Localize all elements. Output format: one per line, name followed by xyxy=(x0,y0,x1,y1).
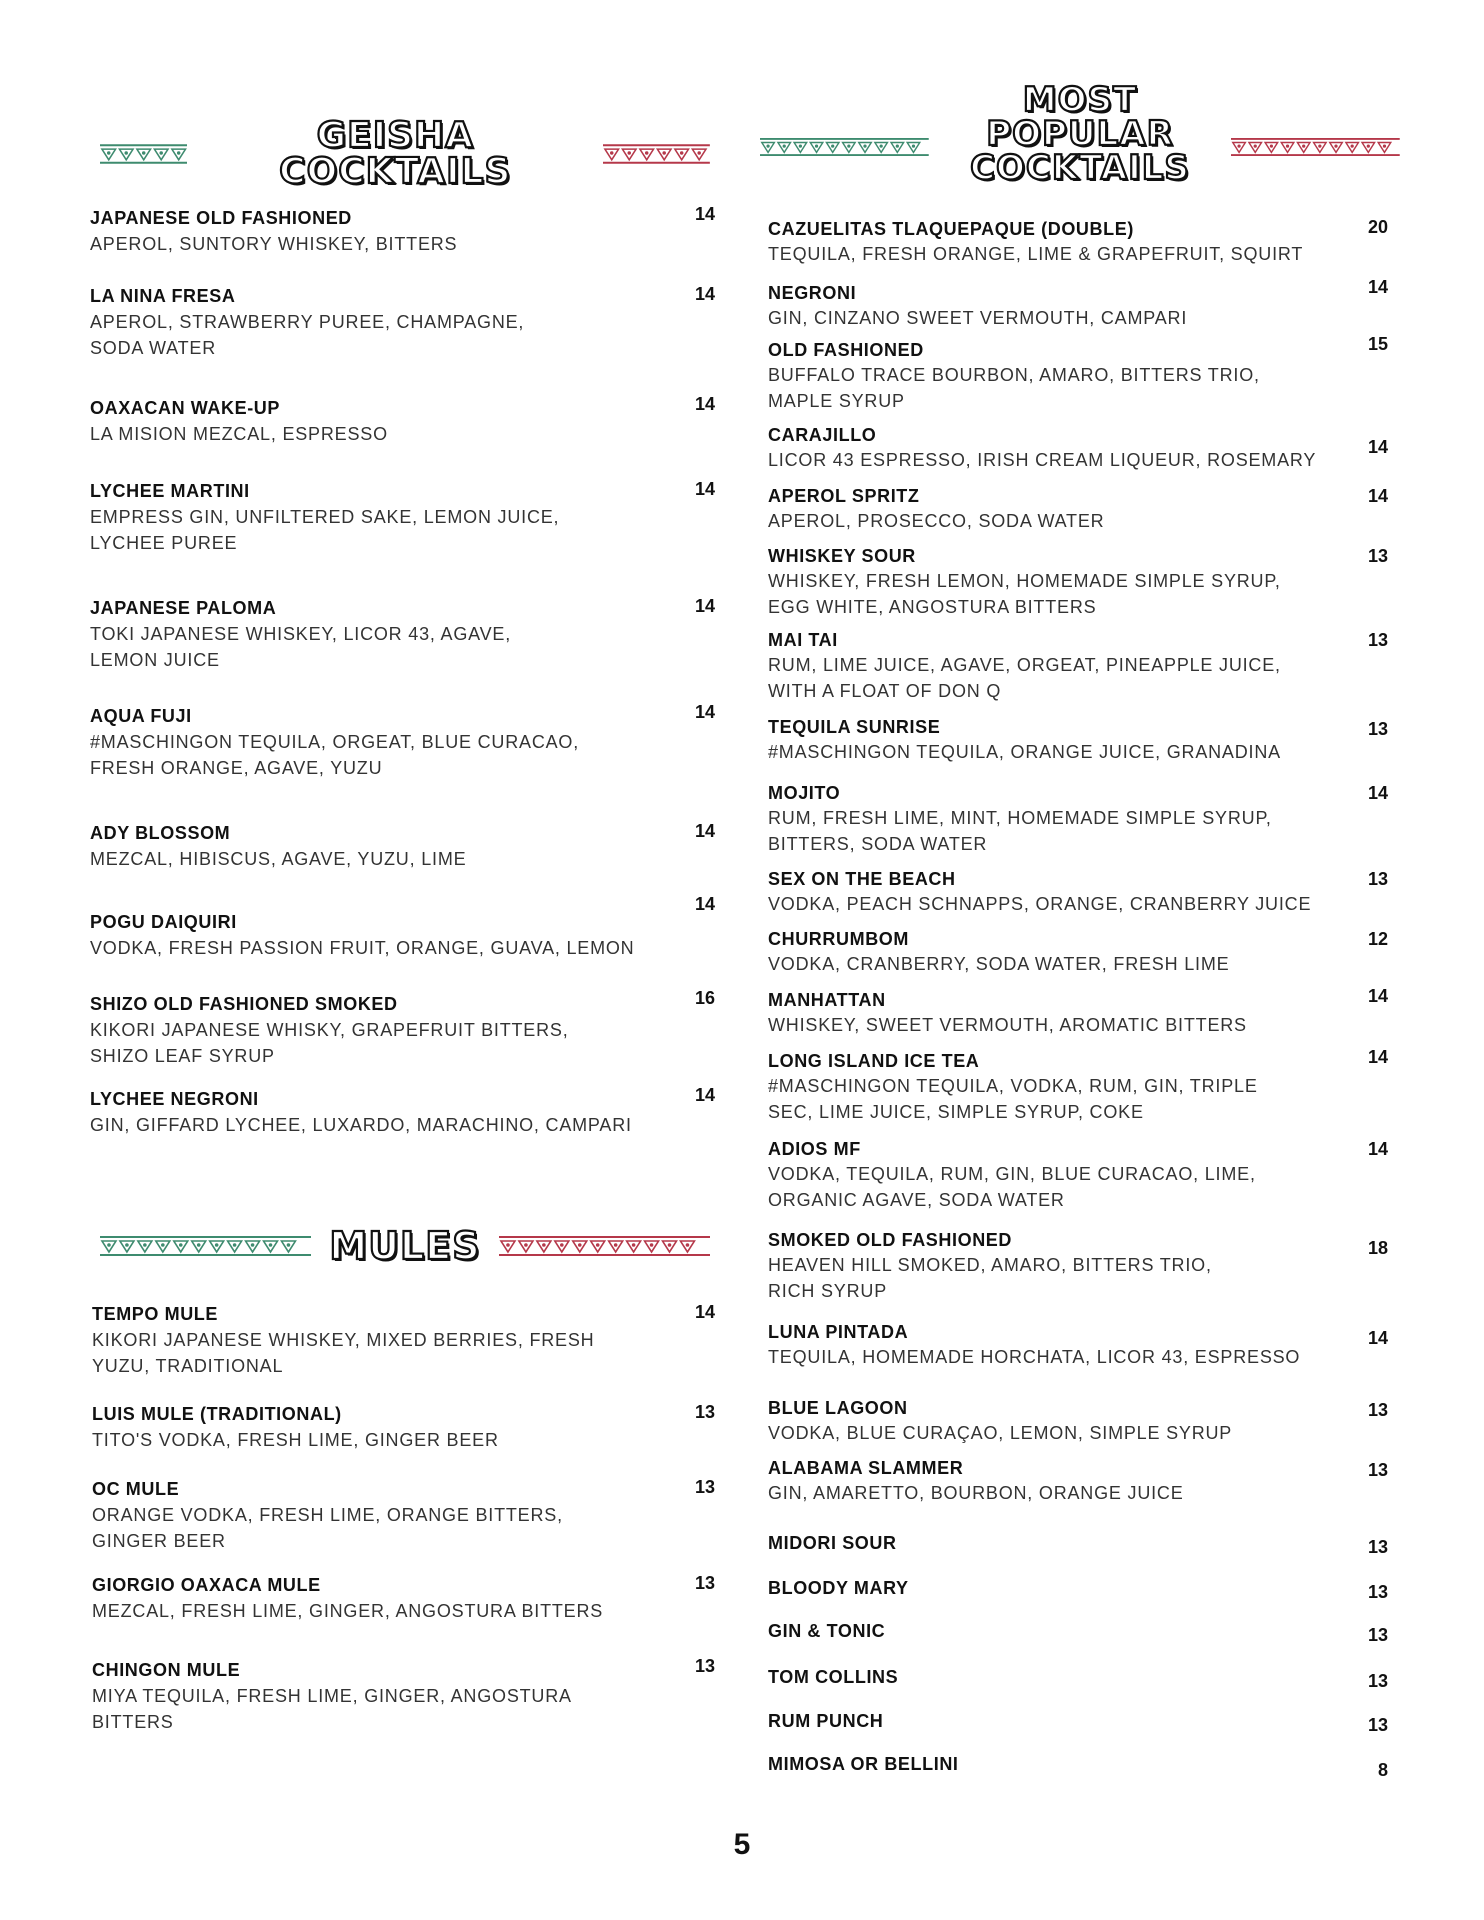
item-price: 14 xyxy=(694,479,715,499)
item-description: VODKA, PEACH SCHNAPPS, ORANGE, CRANBERRY JUICE xyxy=(768,894,1312,914)
popular-section-title xyxy=(939,80,1222,188)
item-description: #MASCHINGON TEQUILA, VODKA, RUM, GIN, TRIPLE xyxy=(768,1076,1258,1096)
item-description: APEROL, SUNTORY WHISKEY, BITTERS xyxy=(90,234,458,254)
item-price: 14 xyxy=(1367,277,1388,297)
menu-item xyxy=(92,1404,715,1457)
item-description: RUM, FRESH LIME, MINT, HOMEMADE SIMPLE SYRUP, xyxy=(768,808,1272,828)
red-tribal-ornament xyxy=(603,142,710,166)
item-description: LA MISION MEZCAL, ESPRESSO xyxy=(90,424,388,444)
green-tribal-ornament xyxy=(100,142,187,166)
item-name: CHINGON MULE xyxy=(92,1660,241,1680)
item-description: HEAVEN HILL SMOKED, AMARO, BITTERS TRIO, xyxy=(768,1255,1212,1275)
menu-item xyxy=(768,1621,1388,1647)
item-description: TEQUILA, HOMEMADE HORCHATA, LICOR 43, ESPRESSO xyxy=(768,1347,1301,1367)
item-price: 13 xyxy=(694,1573,715,1593)
item-description: #MASCHINGON TEQUILA, ORANGE JUICE, GRANADINA xyxy=(768,742,1281,762)
green-tribal-ornament xyxy=(760,135,929,159)
menu-item xyxy=(90,988,715,1073)
item-description: LICOR 43 ESPRESSO, IRISH CREAM LIQUEUR, ROSEMARY xyxy=(768,450,1317,470)
item-name: MIMOSA OR BELLINI xyxy=(768,1754,959,1774)
item-name: AQUA FUJI xyxy=(90,706,192,726)
menu-item xyxy=(768,546,1388,624)
item-price: 14 xyxy=(1367,486,1388,506)
item-description: TOKI JAPANESE WHISKEY, LICOR 43, AGAVE, xyxy=(90,624,512,644)
mules-heading xyxy=(100,1222,710,1270)
item-description: WHISKEY, FRESH LEMON, HOMEMADE SIMPLE SYRUP, xyxy=(768,571,1281,591)
item-description: VODKA, BLUE CURAÇAO, LEMON, SIMPLE SYRUP xyxy=(768,1423,1233,1443)
item-description: GIN, CINZANO SWEET VERMOUTH, CAMPARI xyxy=(768,308,1188,328)
item-price: 8 xyxy=(1377,1760,1388,1780)
menu-item xyxy=(768,869,1388,921)
item-description: GIN, AMARETTO, BOURBON, ORANGE JUICE xyxy=(768,1483,1184,1503)
item-name: ADY BLOSSOM xyxy=(90,823,231,843)
item-name: MIDORI SOUR xyxy=(768,1533,897,1553)
menu-item xyxy=(90,481,715,560)
item-name: SEX ON THE BEACH xyxy=(768,869,956,889)
menu-item xyxy=(768,1398,1388,1450)
popular-heading xyxy=(760,80,1400,188)
item-description: BITTERS, SODA WATER xyxy=(768,834,988,854)
item-name: JAPANESE OLD FASHIONED xyxy=(90,208,352,228)
item-price: 14 xyxy=(694,204,715,224)
menu-item xyxy=(768,1711,1388,1737)
item-price: 14 xyxy=(1367,1139,1388,1159)
menu-item xyxy=(90,394,715,451)
menu-item xyxy=(768,425,1388,477)
item-price: 14 xyxy=(1367,1328,1388,1348)
popular-title-line1: MOST POPULAR xyxy=(986,80,1174,154)
item-description: VODKA, TEQUILA, RUM, GIN, BLUE CURACAO, LIME, xyxy=(768,1164,1256,1184)
item-description: GIN, GIFFARD LYCHEE, LUXARDO, MARACHINO, CAMPARI xyxy=(90,1115,632,1135)
item-price: 13 xyxy=(1367,1460,1388,1480)
item-name: APEROL SPRITZ xyxy=(768,486,920,506)
menu-item xyxy=(768,219,1388,271)
item-name: TOM COLLINS xyxy=(768,1667,899,1687)
item-name: LYCHEE MARTINI xyxy=(90,481,250,501)
menu-item xyxy=(768,1139,1388,1217)
menu-item xyxy=(768,486,1388,538)
menu-item xyxy=(768,1230,1388,1308)
item-description: KIKORI JAPANESE WHISKY, GRAPEFRUIT BITTERS, xyxy=(90,1020,569,1040)
menu-item xyxy=(90,204,715,261)
item-price: 14 xyxy=(694,596,715,616)
item-description: BUFFALO TRACE BOURBON, AMARO, BITTERS TRIO, xyxy=(768,365,1260,385)
menu-item xyxy=(768,783,1388,861)
menu-item xyxy=(768,1458,1388,1510)
item-name: OC MULE xyxy=(92,1479,180,1499)
item-name: BLUE LAGOON xyxy=(768,1398,908,1418)
item-name: LUIS MULE (TRADITIONAL) xyxy=(92,1404,342,1424)
menu-item xyxy=(90,894,715,965)
menu-item xyxy=(768,1667,1388,1693)
green-tribal-ornament xyxy=(100,1234,311,1258)
menu-item xyxy=(92,1656,715,1739)
item-price: 14 xyxy=(1367,437,1388,457)
item-price: 13 xyxy=(1367,630,1388,650)
item-description: BITTERS xyxy=(92,1712,174,1732)
item-price: 13 xyxy=(1367,1537,1388,1557)
menu-item xyxy=(768,929,1388,981)
item-name: MAI TAI xyxy=(768,630,838,650)
item-description: ORGANIC AGAVE, SODA WATER xyxy=(768,1190,1065,1210)
geisha-section-title: GEISHA COCKTAILS xyxy=(279,115,512,192)
item-price: 13 xyxy=(1367,719,1388,739)
red-tribal-ornament xyxy=(499,1234,710,1258)
item-description: SODA WATER xyxy=(90,338,217,358)
item-name: CHURRUMBOM xyxy=(768,929,909,949)
item-name: TEMPO MULE xyxy=(92,1304,218,1324)
item-name: POGU DAIQUIRI xyxy=(90,912,237,932)
item-name: TEQUILA SUNRISE xyxy=(768,717,941,737)
red-tribal-ornament xyxy=(1231,135,1400,159)
item-description: SHIZO LEAF SYRUP xyxy=(90,1046,275,1066)
item-description: APEROL, STRAWBERRY PUREE, CHAMPAGNE, xyxy=(90,312,525,332)
menu-item xyxy=(92,1304,715,1383)
item-name: SHIZO OLD FASHIONED SMOKED xyxy=(90,994,398,1014)
menu-item xyxy=(768,717,1388,769)
item-name: ALABAMA SLAMMER xyxy=(768,1458,964,1478)
item-price: 13 xyxy=(1367,546,1388,566)
item-price: 14 xyxy=(694,1085,715,1105)
item-price: 13 xyxy=(694,1656,715,1676)
item-description: RUM, LIME JUICE, AGAVE, ORGEAT, PINEAPPLE JUICE, xyxy=(768,655,1281,675)
item-price: 13 xyxy=(694,1402,715,1422)
menu-item xyxy=(768,334,1388,418)
item-description: MAPLE SYRUP xyxy=(768,391,905,411)
item-price: 14 xyxy=(694,821,715,841)
item-description: MIYA TEQUILA, FRESH LIME, GINGER, ANGOSTURA xyxy=(92,1686,572,1706)
menu-item xyxy=(768,1754,1388,1780)
menu-item xyxy=(92,1575,715,1628)
item-name: RUM PUNCH xyxy=(768,1711,884,1731)
item-name: LUNA PINTADA xyxy=(768,1322,909,1342)
item-description: ORANGE VODKA, FRESH LIME, ORANGE BITTERS, xyxy=(92,1505,563,1525)
item-description: TEQUILA, FRESH ORANGE, LIME & GRAPEFRUIT, SQUIRT xyxy=(768,244,1304,264)
item-description: #MASCHINGON TEQUILA, ORGEAT, BLUE CURACAO, xyxy=(90,732,580,752)
item-name: LONG ISLAND ICE TEA xyxy=(768,1051,980,1071)
menu-item xyxy=(768,986,1388,1042)
menu-item xyxy=(90,823,715,876)
page-number: 5 xyxy=(733,1828,751,1861)
item-description: KIKORI JAPANESE WHISKEY, MIXED BERRIES, FRESH xyxy=(92,1330,595,1350)
item-description: LYCHEE PUREE xyxy=(90,533,238,553)
item-description: VODKA, FRESH PASSION FRUIT, ORANGE, GUAVA, LEMON xyxy=(90,938,635,958)
item-name: GIN & TONIC xyxy=(768,1621,886,1641)
item-price: 14 xyxy=(694,894,715,914)
item-price: 13 xyxy=(1367,869,1388,889)
menu-item xyxy=(90,286,715,365)
menu-item xyxy=(90,702,715,785)
item-name: WHISKEY SOUR xyxy=(768,546,916,566)
menu-item xyxy=(768,1533,1388,1559)
item-price: 18 xyxy=(1367,1238,1388,1258)
item-name: CAZUELITAS TLAQUEPAQUE (DOUBLE) xyxy=(768,219,1134,239)
item-price: 14 xyxy=(694,284,715,304)
item-name: OLD FASHIONED xyxy=(768,340,924,360)
item-description: YUZU, TRADITIONAL xyxy=(92,1356,284,1376)
menu-item xyxy=(768,277,1388,335)
item-description: EMPRESS GIN, UNFILTERED SAKE, LEMON JUICE, xyxy=(90,507,560,527)
item-price: 14 xyxy=(694,1302,715,1322)
menu-item xyxy=(768,630,1388,708)
item-price: 13 xyxy=(1367,1400,1388,1420)
item-name: LYCHEE NEGRONI xyxy=(90,1089,259,1109)
item-price: 13 xyxy=(1367,1715,1388,1735)
item-price: 15 xyxy=(1367,334,1388,354)
popular-title-line2: COCKTAILS xyxy=(970,148,1190,188)
item-name: CARAJILLO xyxy=(768,425,877,445)
item-description: LEMON JUICE xyxy=(90,650,220,670)
item-price: 14 xyxy=(1367,986,1388,1006)
item-name: GIORGIO OAXACA MULE xyxy=(92,1575,321,1595)
item-description: EGG WHITE, ANGOSTURA BITTERS xyxy=(768,597,1097,617)
item-name: MOJITO xyxy=(768,783,841,803)
item-description: TITO'S VODKA, FRESH LIME, GINGER BEER xyxy=(92,1430,499,1450)
item-price: 14 xyxy=(1367,783,1388,803)
menu-item xyxy=(768,1047,1388,1129)
mules-section-title: MULES xyxy=(329,1224,481,1268)
item-price: 13 xyxy=(694,1477,715,1497)
item-name: LA NINA FRESA xyxy=(90,286,236,306)
item-name: ADIOS MF xyxy=(768,1139,861,1159)
menu-item xyxy=(90,598,715,677)
item-description: RICH SYRUP xyxy=(768,1281,888,1301)
item-description: SEC, LIME JUICE, SIMPLE SYRUP, COKE xyxy=(768,1102,1144,1122)
item-name: OAXACAN WAKE-UP xyxy=(90,398,281,418)
item-price: 13 xyxy=(1367,1582,1388,1602)
item-price: 14 xyxy=(694,702,715,722)
item-name: JAPANESE PALOMA xyxy=(90,598,277,618)
item-price: 13 xyxy=(1367,1625,1388,1645)
menu-item xyxy=(768,1578,1388,1604)
item-description: MEZCAL, HIBISCUS, AGAVE, YUZU, LIME xyxy=(90,849,467,869)
item-description: VODKA, CRANBERRY, SODA WATER, FRESH LIME xyxy=(768,954,1230,974)
item-description: WITH A FLOAT OF DON Q xyxy=(768,681,1002,701)
item-description: GINGER BEER xyxy=(92,1531,226,1551)
item-name: NEGRONI xyxy=(768,283,857,303)
geisha-heading xyxy=(100,115,710,192)
item-description: APEROL, PROSECCO, SODA WATER xyxy=(768,511,1105,531)
item-price: 14 xyxy=(694,394,715,414)
menu-item xyxy=(90,1085,715,1142)
item-price: 14 xyxy=(1367,1047,1388,1067)
item-price: 20 xyxy=(1367,217,1388,237)
menu-item xyxy=(768,1322,1388,1374)
item-name: BLOODY MARY xyxy=(768,1578,909,1598)
item-name: SMOKED OLD FASHIONED xyxy=(768,1230,1013,1250)
item-price: 13 xyxy=(1367,1671,1388,1691)
item-price: 12 xyxy=(1367,929,1388,949)
item-description: WHISKEY, SWEET VERMOUTH, AROMATIC BITTERS xyxy=(768,1015,1247,1035)
item-price: 16 xyxy=(694,988,715,1008)
item-name: MANHATTAN xyxy=(768,990,886,1010)
item-description: MEZCAL, FRESH LIME, GINGER, ANGOSTURA BITTERS xyxy=(92,1601,604,1621)
item-description: FRESH ORANGE, AGAVE, YUZU xyxy=(90,758,383,778)
menu-item xyxy=(92,1479,715,1558)
